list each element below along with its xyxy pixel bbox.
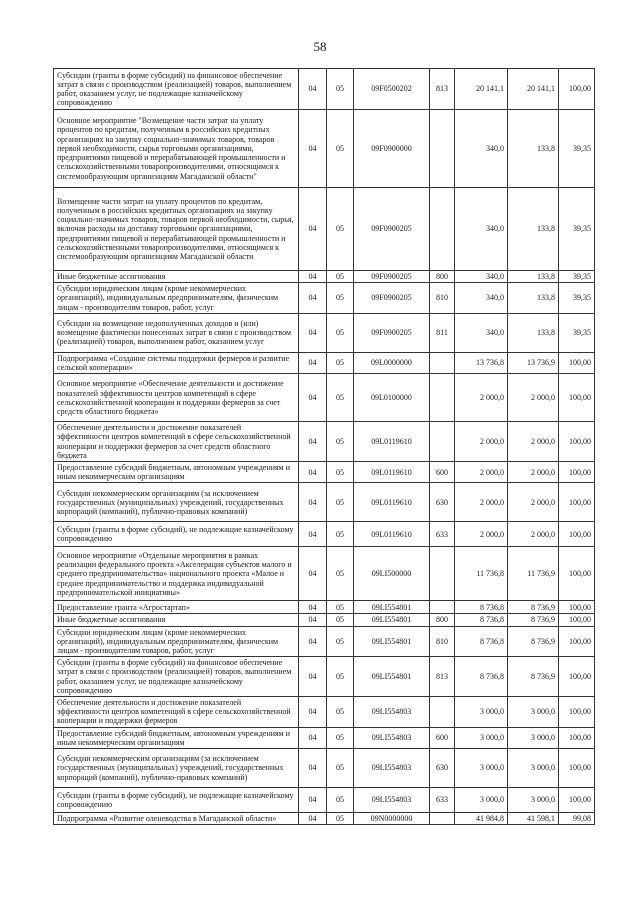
row-target-code: 09L0100000 (354, 374, 430, 422)
row-percent: 100,00 (559, 614, 595, 626)
row-name: Обеспечение деятельности и достижение показателей эффективности центров компетенций в сфере сельскохозяйственной кооперации и поддержки фермеров (54, 697, 299, 728)
row-executed: 11 736,9 (508, 547, 559, 601)
row-planned: 8 736,8 (455, 614, 508, 626)
row-name: Возмещение части затрат на уплату процентов по кредитам, полученным в российских кредитных организациях на закупку социально-значимых товаров, товаров первой необходимости, сырья, включая расходы на доставку торговыми организациями, предприятиями пищевой и перерабатывающей промышленности и сельскохозяйственными товаропроизводителями, относящимся к системообразующим организациям Магаданской области (54, 188, 299, 271)
row-name: Субсидии юридическим лицам (кроме некоммерческих организаций), индивидуальным предпринимателям, физическим лицам - производителям товаров, работ, услуг (54, 626, 299, 657)
table-row (54, 283, 595, 314)
table-row (54, 749, 595, 788)
row-name: Основное мероприятие "Возмещение части затрат на уплату процентов по кредитам, полученным в российских кредитных организациях на закупку социально-значимых товаров, товаров первой необходимости, сырья торговыми организациями, предприятиями пищевой и перерабатывающей промышленности и сельскохозяйственными товаропроизводителями, относящимся к системообразующим организациям Магаданской области" (54, 110, 299, 188)
row-subsection: 05 (327, 69, 354, 110)
table-row (54, 483, 595, 522)
row-chapter: 04 (299, 422, 327, 462)
row-percent: 100,00 (559, 626, 595, 657)
row-executed: 2 000,0 (508, 522, 559, 547)
row-subsection: 05 (327, 483, 354, 522)
row-chapter: 04 (299, 697, 327, 728)
row-executed: 133,8 (508, 188, 559, 271)
table-row (54, 422, 595, 462)
row-percent: 39,35 (559, 313, 595, 352)
row-chapter: 04 (299, 626, 327, 657)
row-percent: 100,00 (559, 374, 595, 422)
row-percent: 100,00 (559, 749, 595, 788)
row-chapter: 04 (299, 727, 327, 748)
row-target-code: 09L0119610 (354, 483, 430, 522)
table-row (54, 110, 595, 188)
row-target-code: 09LI554801 (354, 614, 430, 626)
row-target-code: 09F0900205 (354, 313, 430, 352)
row-target-code: 09LI554803 (354, 697, 430, 728)
table-row (54, 352, 595, 373)
row-planned: 340,0 (455, 313, 508, 352)
row-expense-type: 600 (430, 462, 455, 483)
table-row (54, 313, 595, 352)
table-row (54, 788, 595, 813)
table-row (54, 727, 595, 748)
row-chapter: 04 (299, 110, 327, 188)
row-expense-type (430, 601, 455, 614)
row-expense-type (430, 352, 455, 373)
row-executed: 3 000,0 (508, 788, 559, 813)
row-subsection: 05 (327, 271, 354, 283)
row-target-code: 09LI554803 (354, 788, 430, 813)
row-planned: 11 736,8 (455, 547, 508, 601)
row-planned: 2 000,0 (455, 522, 508, 547)
row-subsection: 05 (327, 547, 354, 601)
row-name: Подпрограмма «Создание системы поддержки фермеров и развитие сельской кооперации» (54, 352, 299, 373)
row-executed: 3 000,0 (508, 749, 559, 788)
row-target-code: 09F0900205 (354, 271, 430, 283)
row-subsection: 05 (327, 788, 354, 813)
row-expense-type: 813 (430, 69, 455, 110)
row-chapter: 04 (299, 657, 327, 697)
row-expense-type (430, 697, 455, 728)
row-chapter: 04 (299, 313, 327, 352)
page-number: 58 (313, 39, 327, 54)
row-executed: 8 736,9 (508, 626, 559, 657)
row-chapter: 04 (299, 283, 327, 314)
table-row (54, 69, 595, 110)
row-target-code: 09LI554801 (354, 657, 430, 697)
row-subsection: 05 (327, 422, 354, 462)
row-target-code: 09F0900205 (354, 188, 430, 271)
row-name: Предоставление субсидий бюджетным, автономным учреждениям и иным некоммерческим организациям (54, 462, 299, 483)
row-chapter: 04 (299, 271, 327, 283)
row-percent: 100,00 (559, 69, 595, 110)
row-executed: 3 000,0 (508, 727, 559, 748)
row-name: Субсидии (гранты в форме субсидий) на финансовое обеспечение затрат в связи с производством (реализацией) товаров, выполнением работ, оказанием услуг, не подлежащие казначейскому сопровождению (54, 69, 299, 110)
row-name: Предоставление гранта «Агростартап» (54, 601, 299, 614)
row-planned: 3 000,0 (455, 788, 508, 813)
budget-table (53, 68, 595, 825)
row-executed: 3 000,0 (508, 697, 559, 728)
row-chapter: 04 (299, 601, 327, 614)
row-percent: 100,00 (559, 522, 595, 547)
row-planned: 8 736,8 (455, 601, 508, 614)
row-percent: 100,00 (559, 657, 595, 697)
row-target-code: 09LI500000 (354, 547, 430, 601)
row-chapter: 04 (299, 188, 327, 271)
row-expense-type (430, 547, 455, 601)
row-executed: 2 000,0 (508, 462, 559, 483)
row-percent: 100,00 (559, 483, 595, 522)
row-chapter: 04 (299, 522, 327, 547)
row-executed: 8 736,9 (508, 614, 559, 626)
row-planned: 3 000,0 (455, 697, 508, 728)
row-subsection: 05 (327, 697, 354, 728)
row-expense-type (430, 374, 455, 422)
row-executed: 41 598,1 (508, 813, 559, 825)
row-chapter: 04 (299, 749, 327, 788)
row-expense-type: 633 (430, 522, 455, 547)
table-row (54, 374, 595, 422)
row-percent: 39,35 (559, 110, 595, 188)
row-percent: 99,08 (559, 813, 595, 825)
table-row (54, 188, 595, 271)
row-planned: 13 736,8 (455, 352, 508, 373)
row-name: Субсидии (гранты в форме субсидий), не подлежащие казначейскому сопровождению (54, 522, 299, 547)
row-expense-type (430, 813, 455, 825)
row-planned: 8 736,8 (455, 657, 508, 697)
row-executed: 2 000,0 (508, 422, 559, 462)
row-expense-type: 600 (430, 727, 455, 748)
row-expense-type: 810 (430, 626, 455, 657)
row-target-code: 09F0900000 (354, 110, 430, 188)
row-chapter: 04 (299, 547, 327, 601)
table-row (54, 547, 595, 601)
row-percent: 100,00 (559, 697, 595, 728)
row-name: Подпрограмма «Развитие оленеводства в Магаданской области» (54, 813, 299, 825)
row-target-code: 09F0500202 (354, 69, 430, 110)
row-target-code: 09L0119610 (354, 422, 430, 462)
row-name: Основное мероприятие «Обеспечение деятельности и достижение показателей эффективности центров компетенций в сфере сельскохозяйственной кооперации и поддержки фермеров за счет средств областного бюджета» (54, 374, 299, 422)
row-chapter: 04 (299, 374, 327, 422)
row-planned: 2 000,0 (455, 483, 508, 522)
row-name: Субсидии (гранты в форме субсидий) на финансовое обеспечение затрат в связи с производством (реализацией) товаров, выполнением работ, оказанием услуг, не подлежащие казначейскому сопровождению (54, 657, 299, 697)
row-subsection: 05 (327, 749, 354, 788)
row-name: Субсидии юридическим лицам (кроме некоммерческих организаций), индивидуальным предпринимателям, физическим лицам - производителям товаров, работ, услуг (54, 283, 299, 314)
row-target-code: 09L0119610 (354, 462, 430, 483)
row-subsection: 05 (327, 313, 354, 352)
row-name: Иные бюджетные ассигнования (54, 614, 299, 626)
row-expense-type: 630 (430, 483, 455, 522)
row-subsection: 05 (327, 614, 354, 626)
row-percent: 100,00 (559, 788, 595, 813)
row-chapter: 04 (299, 462, 327, 483)
row-chapter: 04 (299, 614, 327, 626)
row-expense-type: 633 (430, 788, 455, 813)
row-name: Иные бюджетные ассигнования (54, 271, 299, 283)
row-expense-type: 813 (430, 657, 455, 697)
row-planned: 20 141,1 (455, 69, 508, 110)
row-executed: 133,8 (508, 271, 559, 283)
table-row (54, 601, 595, 614)
row-target-code: 09LI554803 (354, 749, 430, 788)
row-chapter: 04 (299, 352, 327, 373)
table-row (54, 271, 595, 283)
row-planned: 2 000,0 (455, 374, 508, 422)
row-name: Субсидии некоммерческим организациям (за исключением государственных (муниципальных) учреждений, государственных корпораций (компаний), публично-правовых компаний) (54, 749, 299, 788)
row-subsection: 05 (327, 522, 354, 547)
row-planned: 41 984,8 (455, 813, 508, 825)
row-percent: 39,35 (559, 283, 595, 314)
row-executed: 20 141,1 (508, 69, 559, 110)
row-name: Субсидии (гранты в форме субсидий), не подлежащие казначейскому сопровождению (54, 788, 299, 813)
row-expense-type: 800 (430, 614, 455, 626)
row-executed: 2 000,0 (508, 374, 559, 422)
row-planned: 340,0 (455, 110, 508, 188)
row-planned: 340,0 (455, 271, 508, 283)
row-subsection: 05 (327, 462, 354, 483)
row-planned: 340,0 (455, 188, 508, 271)
row-subsection: 05 (327, 727, 354, 748)
table-row (54, 697, 595, 728)
row-executed: 133,8 (508, 110, 559, 188)
row-percent: 100,00 (559, 462, 595, 483)
row-expense-type: 800 (430, 271, 455, 283)
row-planned: 2 000,0 (455, 422, 508, 462)
table-row (54, 462, 595, 483)
row-name: Обеспечение деятельности и достижение показателей эффективности центров компетенций в сфере сельскохозяйственной кооперации и поддержки фермеров за счет средств областного бюджета (54, 422, 299, 462)
table-row (54, 626, 595, 657)
table-row (54, 657, 595, 697)
row-expense-type (430, 188, 455, 271)
row-name: Субсидии на возмещение недополученных доходов и (или) возмещение фактически понесенных затрат в связи с производством (реализацией) товаров, выполнением работ, оказанием услуг (54, 313, 299, 352)
row-executed: 8 736,9 (508, 657, 559, 697)
row-planned: 3 000,0 (455, 749, 508, 788)
row-executed: 13 736,9 (508, 352, 559, 373)
row-chapter: 04 (299, 788, 327, 813)
row-percent: 100,00 (559, 422, 595, 462)
row-target-code: 09LI554801 (354, 601, 430, 614)
row-subsection: 05 (327, 283, 354, 314)
row-subsection: 05 (327, 374, 354, 422)
row-chapter: 04 (299, 69, 327, 110)
budget-table-body (54, 69, 595, 825)
row-expense-type (430, 422, 455, 462)
row-subsection: 05 (327, 188, 354, 271)
row-target-code: 09L0119610 (354, 522, 430, 547)
row-chapter: 04 (299, 483, 327, 522)
row-planned: 340,0 (455, 283, 508, 314)
row-planned: 3 000,0 (455, 727, 508, 748)
row-expense-type: 810 (430, 283, 455, 314)
row-expense-type: 630 (430, 749, 455, 788)
row-executed: 133,8 (508, 313, 559, 352)
row-name: Основное мероприятие «Отдельные мероприятия в рамках реализации федерального проекта «Акселерация субъектов малого и среднего предпринимательства» национального проекта «Малое и среднее предпринимательство и поддержка индивидуальной предпринимательской инициативы» (54, 547, 299, 601)
row-percent: 39,35 (559, 271, 595, 283)
row-target-code: 09N0000000 (354, 813, 430, 825)
row-executed: 8 736,9 (508, 601, 559, 614)
row-chapter: 04 (299, 813, 327, 825)
row-target-code: 09F0900205 (354, 283, 430, 314)
row-subsection: 05 (327, 352, 354, 373)
table-row (54, 522, 595, 547)
row-target-code: 09LI554803 (354, 727, 430, 748)
row-target-code: 09LI554801 (354, 626, 430, 657)
row-percent: 100,00 (559, 601, 595, 614)
row-planned: 8 736,8 (455, 626, 508, 657)
row-percent: 39,35 (559, 188, 595, 271)
row-name: Предоставление субсидий бюджетным, автономным учреждениям и иным некоммерческим организациям (54, 727, 299, 748)
row-percent: 100,00 (559, 727, 595, 748)
row-executed: 2 000,0 (508, 483, 559, 522)
row-target-code: 09L0000000 (354, 352, 430, 373)
row-name: Субсидии некоммерческим организациям (за исключением государственных (муниципальных) учреждений, государственных корпораций (компаний), публично-правовых компаний) (54, 483, 299, 522)
row-subsection: 05 (327, 657, 354, 697)
row-planned: 2 000,0 (455, 462, 508, 483)
row-percent: 100,00 (559, 547, 595, 601)
row-executed: 133,8 (508, 283, 559, 314)
row-subsection: 05 (327, 626, 354, 657)
table-row (54, 813, 595, 825)
table-row (54, 614, 595, 626)
row-expense-type (430, 110, 455, 188)
row-percent: 100,00 (559, 352, 595, 373)
row-subsection: 05 (327, 601, 354, 614)
row-subsection: 05 (327, 110, 354, 188)
row-expense-type: 811 (430, 313, 455, 352)
row-subsection: 05 (327, 813, 354, 825)
